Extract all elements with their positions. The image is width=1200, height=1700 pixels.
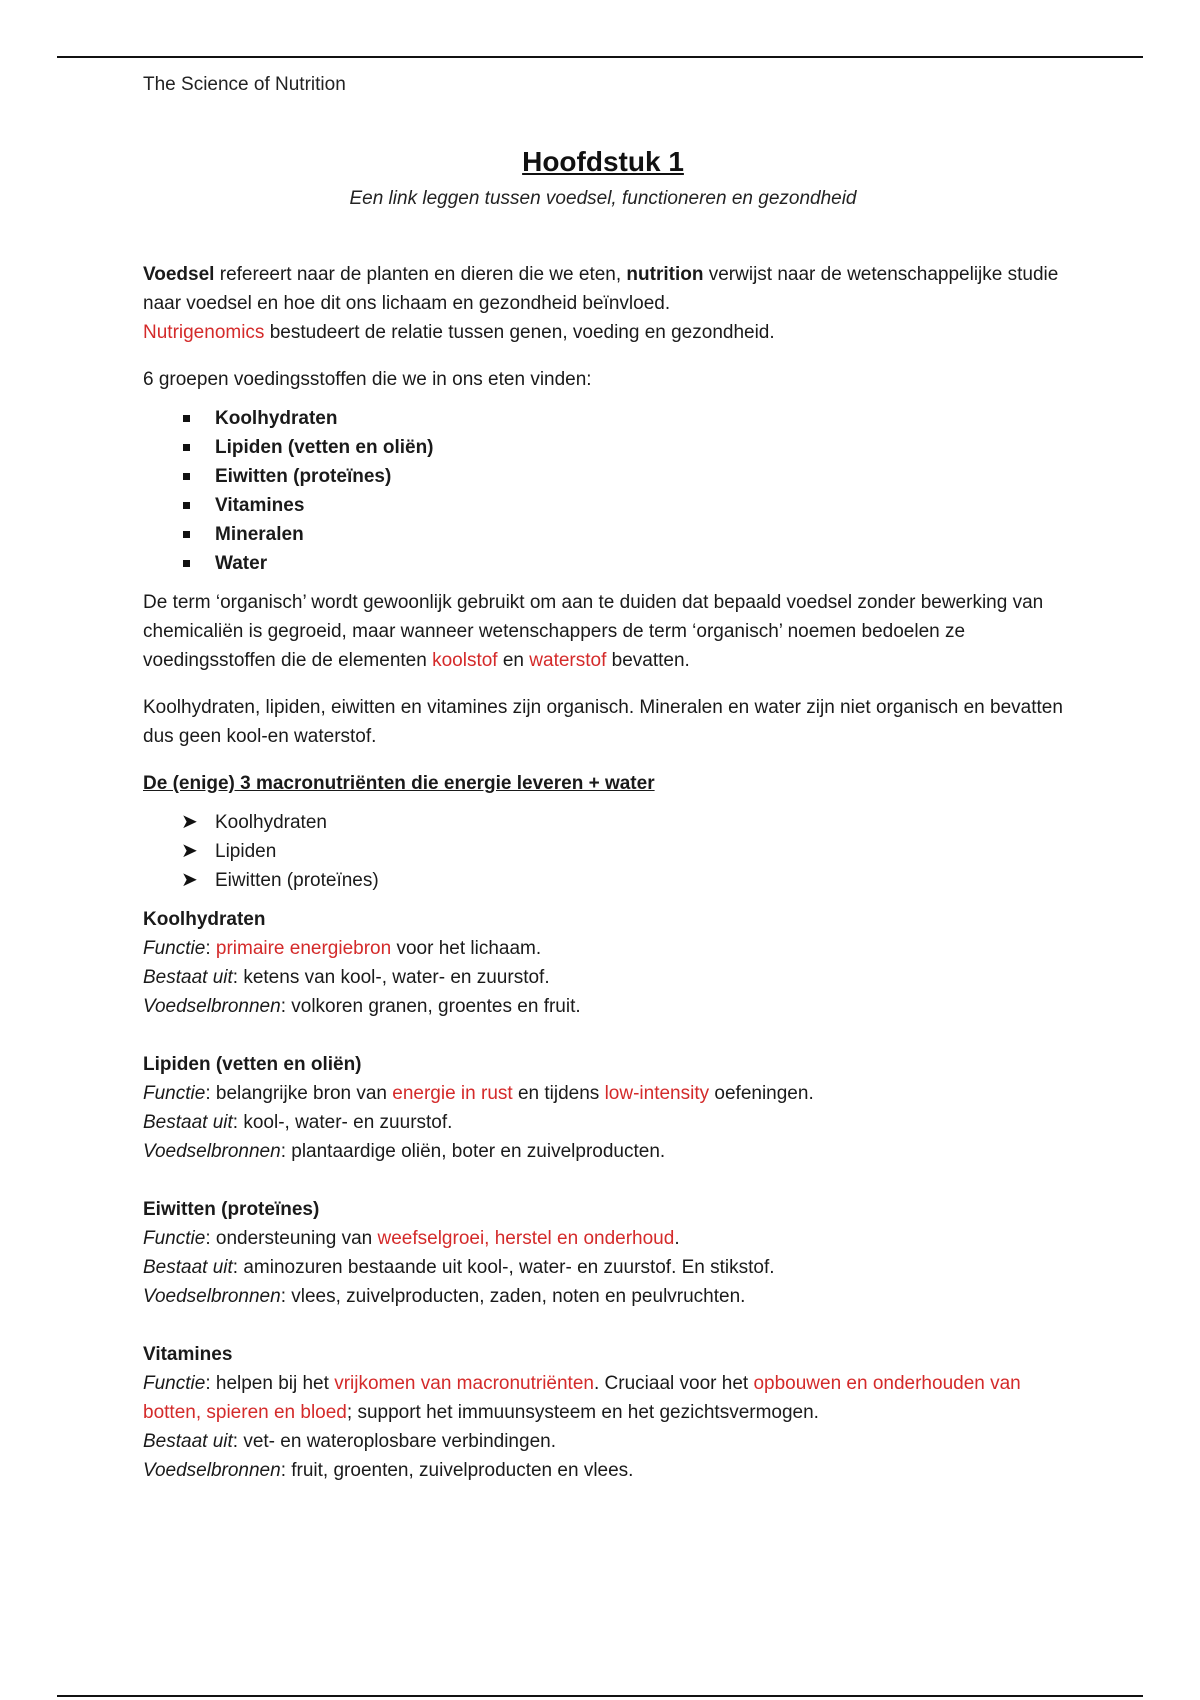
- macronutrients-heading: De (enige) 3 macronutriënten die energie leveren + water: [143, 773, 655, 794]
- square-bullet-icon: [183, 444, 190, 451]
- square-bullet-icon: [183, 415, 190, 422]
- section-functie: Functie: belangrijke bron van energie in rust en tijdens low-intensity oefeningen.: [143, 1083, 814, 1104]
- top-rule: [57, 56, 1143, 58]
- section-bestaat: Bestaat uit: aminozuren bestaande uit kool-, water- en zuurstof. En stikstof.: [143, 1257, 775, 1278]
- list-item: Koolhydraten: [183, 404, 1063, 433]
- list-item: ➤ Lipiden: [183, 837, 1063, 866]
- section-bronnen: Voedselbronnen: plantaardige oliën, boter en zuivelproducten.: [143, 1141, 666, 1162]
- list-item: Lipiden (vetten en oliën): [183, 433, 1063, 462]
- document-body: [143, 260, 1063, 1514]
- arrow-bullet-icon: ➤: [181, 869, 198, 891]
- section-functie: Functie: ondersteuning van weefselgroei, herstel en onderhoud.: [143, 1228, 680, 1249]
- nutrient-groups-list: [143, 404, 1063, 578]
- chapter-title: Hoofdstuk 1: [522, 146, 684, 177]
- square-bullet-icon: [183, 560, 190, 567]
- list-item: Mineralen: [183, 520, 1063, 549]
- section-bestaat: Bestaat uit: ketens van kool-, water- en zuurstof.: [143, 967, 550, 988]
- arrow-bullet-icon: ➤: [181, 811, 198, 833]
- organic-paragraph: De term ‘organisch’ wordt gewoonlijk gebruikt om aan te duiden dat bepaald voedsel zonder bewerking van chemicaliën is gegroeid, maar wanneer wetenschappers de term ‘organisch’ noemen bedoelen ze voedingsstoffen die de elementen koolstof en waterstof bevatten.: [143, 592, 1044, 671]
- square-bullet-icon: [183, 473, 190, 480]
- section-title: Lipiden (vetten en oliën): [143, 1054, 362, 1075]
- groups-lead: 6 groepen voedingsstoffen die we in ons eten vinden:: [143, 369, 592, 390]
- list-item: ➤ Eiwitten (proteïnes): [183, 866, 1063, 895]
- organic-paragraph-2: Koolhydraten, lipiden, eiwitten en vitamines zijn organisch. Mineralen en water zijn niet organisch en bevatten dus geen kool-en waterstof.: [143, 697, 1063, 747]
- list-item: Vitamines: [183, 491, 1063, 520]
- section-bronnen: Voedselbronnen: vlees, zuivelproducten, zaden, noten en peulvruchten.: [143, 1286, 746, 1307]
- running-header: The Science of Nutrition: [143, 74, 346, 95]
- section-title: Vitamines: [143, 1344, 233, 1365]
- bottom-rule: [57, 1695, 1143, 1697]
- intro-paragraph: Voedsel refereert naar de planten en dieren die we eten, nutrition verwijst naar de wetenschappelijke studie naar voedsel en hoe dit ons lichaam en gezondheid beïnvloed. Nutrigenomics bestudeert de relatie tussen genen, voeding en gezondheid.: [143, 264, 1059, 343]
- term-nutrigenomics: Nutrigenomics: [143, 322, 265, 343]
- section-bronnen: Voedselbronnen: fruit, groenten, zuivelproducten en vlees.: [143, 1460, 634, 1481]
- section-vitamines: [143, 1340, 1063, 1485]
- section-bestaat: Bestaat uit: vet- en wateroplosbare verbindingen.: [143, 1431, 556, 1452]
- section-lipiden: [143, 1050, 1063, 1166]
- list-item: ➤ Koolhydraten: [183, 808, 1063, 837]
- section-title: Eiwitten (proteïnes): [143, 1199, 320, 1220]
- list-item: Eiwitten (proteïnes): [183, 462, 1063, 491]
- section-bestaat: Bestaat uit: kool-, water- en zuurstof.: [143, 1112, 453, 1133]
- term-nutrition: nutrition: [626, 264, 704, 285]
- section-functie: Functie: primaire energiebron voor het lichaam.: [143, 938, 542, 959]
- term-voedsel: Voedsel: [143, 264, 215, 285]
- arrow-bullet-icon: ➤: [181, 840, 198, 862]
- square-bullet-icon: [183, 531, 190, 538]
- section-bronnen: Voedselbronnen: volkoren granen, groentes en fruit.: [143, 996, 581, 1017]
- section-eiwitten: [143, 1195, 1063, 1311]
- macronutrients-list: [143, 808, 1063, 895]
- section-koolhydraten: [143, 905, 1063, 1021]
- square-bullet-icon: [183, 502, 190, 509]
- section-functie: Functie: helpen bij het vrijkomen van macronutriënten. Cruciaal voor het opbouwen en onderhouden van botten, spieren en bloed; support het immuunsysteem en het gezichtsvermogen.: [143, 1373, 1021, 1423]
- section-title: Koolhydraten: [143, 909, 266, 930]
- term-koolstof: koolstof: [432, 650, 498, 671]
- list-item: Water: [183, 549, 1063, 578]
- term-waterstof: waterstof: [529, 650, 607, 671]
- chapter-subtitle: Een link leggen tussen voedsel, functioneren en gezondheid: [349, 188, 857, 209]
